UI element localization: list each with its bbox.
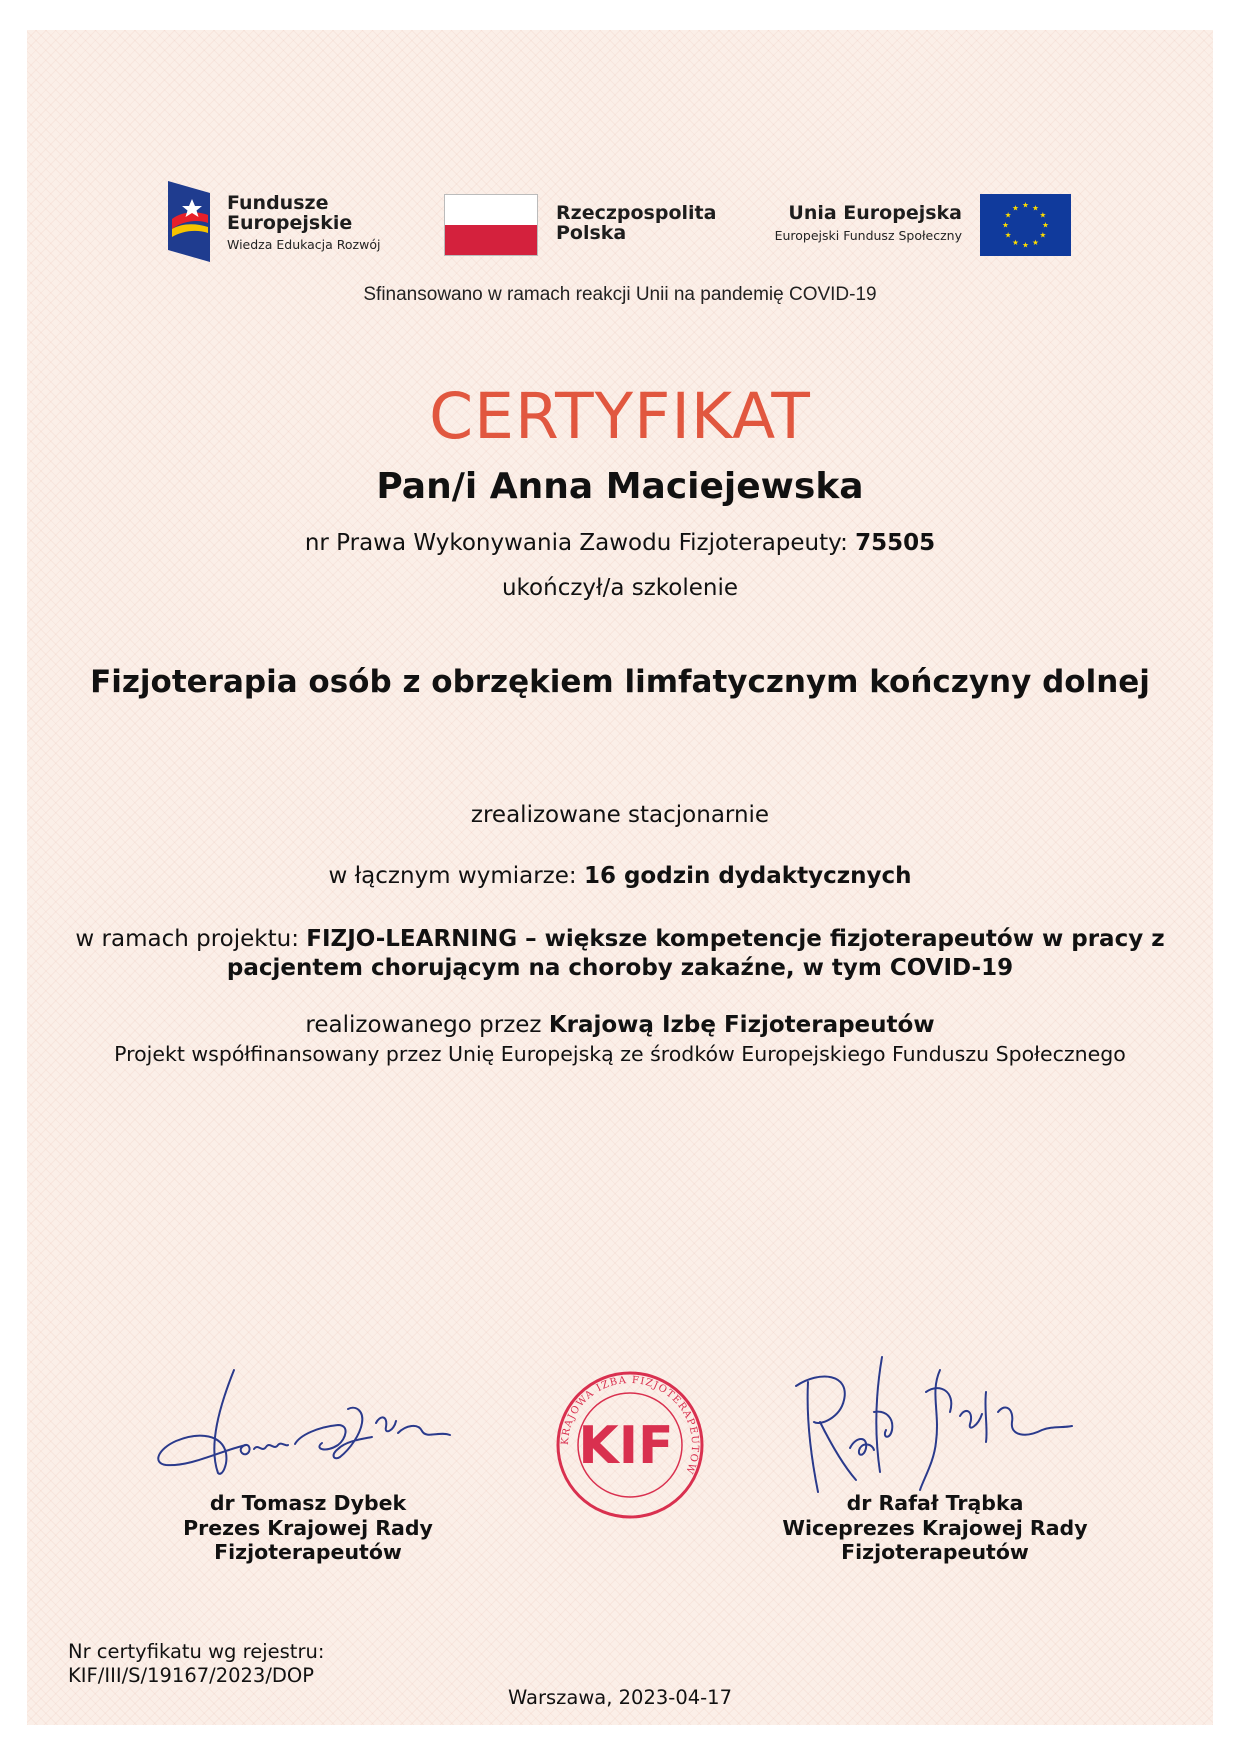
eu-logo (775, 203, 962, 243)
completed-text: ukończył/a szkolenie (501, 575, 739, 601)
signer-left-role2: Fizjoterapeutów (214, 1540, 402, 1565)
eu-fund: Europejski Fundusz Społeczny (774, 227, 962, 243)
eu-star-icon: ★ (1042, 220, 1049, 230)
realized-label: realizowanego przez (305, 1012, 542, 1038)
signer-left (108, 1491, 508, 1565)
eu-star-icon: ★ (1022, 200, 1029, 210)
eu-star-icon: ★ (1039, 210, 1047, 220)
kif-seal-icon (555, 1370, 705, 1520)
fundusze-europejskie-flag-icon (168, 181, 210, 262)
realized-org: Krajową Izbę Fizjoterapeutów (548, 1012, 935, 1038)
signature-right-icon (790, 1352, 1080, 1497)
funding-note: Sfinansowano w ramach reakcji Unii na pandemię COVID-19 (363, 284, 877, 305)
license-label: nr Prawa Wykonywania Zawodu Fizjoterapeuty: (304, 530, 848, 556)
training-mode: zrealizowane stacjonarnie (470, 802, 770, 828)
hours-label: w łącznym wymiarze: (328, 863, 577, 889)
eu-star-icon: ★ (1004, 230, 1012, 240)
eu-star-icon: ★ (1004, 210, 1012, 220)
realized-line (0, 1012, 1240, 1038)
course-title: Fizjoterapia osób z obrzękiem limfatycznym kończyny dolnej (90, 664, 1150, 700)
polish-flag-icon (444, 194, 538, 256)
signer-left-name: dr Tomasz Dybek (209, 1491, 407, 1515)
fundusze-line1: Fundusze (227, 192, 329, 214)
signer-left-role1: Prezes Krajowej Rady (183, 1515, 433, 1540)
eu-star-icon: ★ (1002, 220, 1009, 230)
signer-right-role1: Wiceprezes Krajowej Rady (782, 1515, 1088, 1540)
place-date: Warszawa, 2023-04-17 (508, 1686, 732, 1709)
project-line (60, 925, 1180, 983)
eu-star-icon: ★ (1032, 237, 1039, 247)
eu-star-icon: ★ (1012, 237, 1019, 247)
poland-line2: Polska (556, 221, 627, 244)
fundusze-tagline: Wiedza Edukacja Rozwój (227, 236, 381, 252)
fundusze-europejskie-logo (227, 194, 380, 251)
certificate-title: CERTYFIKAT (429, 380, 811, 453)
eu-star-icon: ★ (1022, 240, 1029, 250)
signature-left-icon (150, 1365, 470, 1480)
hours-line (0, 863, 1240, 889)
signer-right-name: dr Rafał Trąbka (846, 1491, 1024, 1515)
eu-star-icon: ★ (1039, 230, 1047, 240)
signer-right-role2: Fizjoterapeutów (841, 1540, 1029, 1565)
eu-star-icon: ★ (1032, 203, 1039, 213)
registry-label: Nr certyfikatu wg rejestru: (68, 1640, 325, 1663)
seal-mark: KIF (578, 1416, 674, 1476)
registry-number: KIF/III/S/19167/2023/DOP (68, 1664, 315, 1688)
license-line (0, 530, 1240, 556)
seal-ring-text: KRAJOWA IZBA FIZJOTERAPEUTÓW (559, 1374, 701, 1476)
registry-info (68, 1640, 324, 1689)
project-name: FIZJO-LEARNING – większe kompetencje fizjoterapeutów w pracy z pacjentem chorującym na choroby zakaźne, w tym COVID-19 (226, 926, 1165, 982)
poland-line1: Rzeczpospolita (556, 202, 717, 224)
license-number: 75505 (855, 530, 936, 556)
eu-flag-icon (980, 194, 1071, 256)
eu-name: Unia Europejska (788, 202, 962, 224)
eu-star-icon: ★ (1012, 203, 1019, 213)
hours-value: 16 godzin dydaktycznych (583, 863, 912, 889)
signer-right (735, 1491, 1135, 1565)
project-label: w ramach projektu: (75, 926, 299, 952)
recipient-name: Pan/i Anna Maciejewska (376, 466, 864, 507)
fundusze-line2: Europejskie (227, 211, 353, 234)
rzeczpospolita-polska-logo (556, 204, 716, 244)
cofinanced-note: Projekt współfinansowany przez Unię Europejską ze środków Europejskiego Funduszu Społecznego (114, 1042, 1126, 1066)
